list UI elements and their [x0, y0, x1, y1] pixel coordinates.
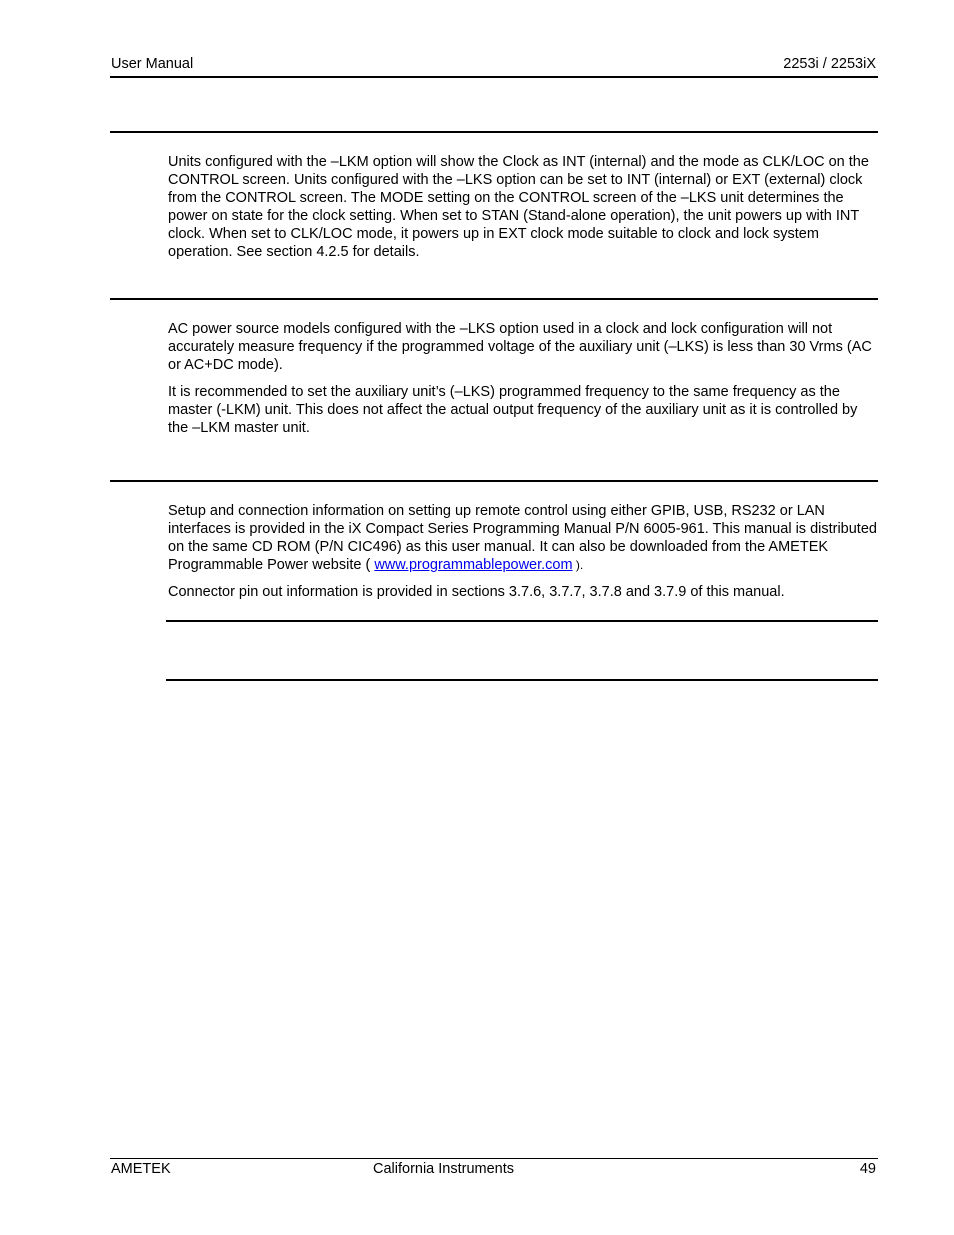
section-rule-3: [110, 480, 878, 482]
paragraph-lkm-clock: Units configured with the –LKM option will show the Clock as INT (internal) and the mode as CLK/LOC on the CONTROL screen. Units configured with the –LKS option can be set to INT (internal) or EXT (external) clock from the CONTROL screen. The MODE setting on the CONTROL screen of the –LKS unit determines the power on state for the clock setting. When set to STAN (Stand-alone operation), the unit powers up with INT clock. When set to CLK/LOC mode, it powers up in EXT clock mode suitable to clock and lock system operation. See section 4.2.5 for details.: [168, 154, 869, 260]
link-close-paren: ).: [572, 558, 584, 572]
footer-center: California Instruments: [373, 1161, 515, 1177]
section-rule-2: [110, 298, 878, 300]
programmablepower-link[interactable]: www.programmablepower.com: [374, 557, 573, 573]
paragraph-connector-pinout: Connector pin out information is provided in sections 3.7.6, 3.7.7, 3.7.8 and 3.7.9 of this manual.: [168, 584, 785, 600]
header-left: User Manual: [111, 56, 194, 72]
header-right: 2253i / 2253iX: [783, 56, 876, 72]
paragraph-lks-recommendation: It is recommended to set the auxiliary unit’s (–LKS) programmed frequency to the same frequency as the master (-LKM) unit. This does not affect the actual output frequency of the auxiliary unit as it is controlled by the –LKM master unit.: [168, 384, 858, 436]
paragraph-lks-frequency: AC power source models configured with the –LKS option used in a clock and lock configuration will not accurately measure frequency if the programmed voltage of the auxiliary unit (–LKS) is less than 30 Vrms (AC or AC+DC mode).: [168, 321, 872, 373]
footer-rule: [110, 1158, 878, 1159]
footer-left: AMETEK: [111, 1161, 171, 1177]
remote-control-text: Setup and connection information on setting up remote control using either GPIB, USB, RS232 or LAN interfaces is provided in the iX Compact Series Programming Manual P/N 6005-961. This manual is distributed on the same CD ROM (P/N CIC496) as this user manual. It can also be downloaded from the AMETEK Programmable Power website (: [168, 503, 877, 573]
section-rule-1: [110, 131, 878, 133]
header-rule: [110, 76, 878, 78]
page-number: 49: [859, 1161, 876, 1177]
table-rule-bottom: [166, 679, 878, 681]
table-rule-top: [166, 620, 878, 622]
paragraph-remote-control: [168, 502, 880, 574]
